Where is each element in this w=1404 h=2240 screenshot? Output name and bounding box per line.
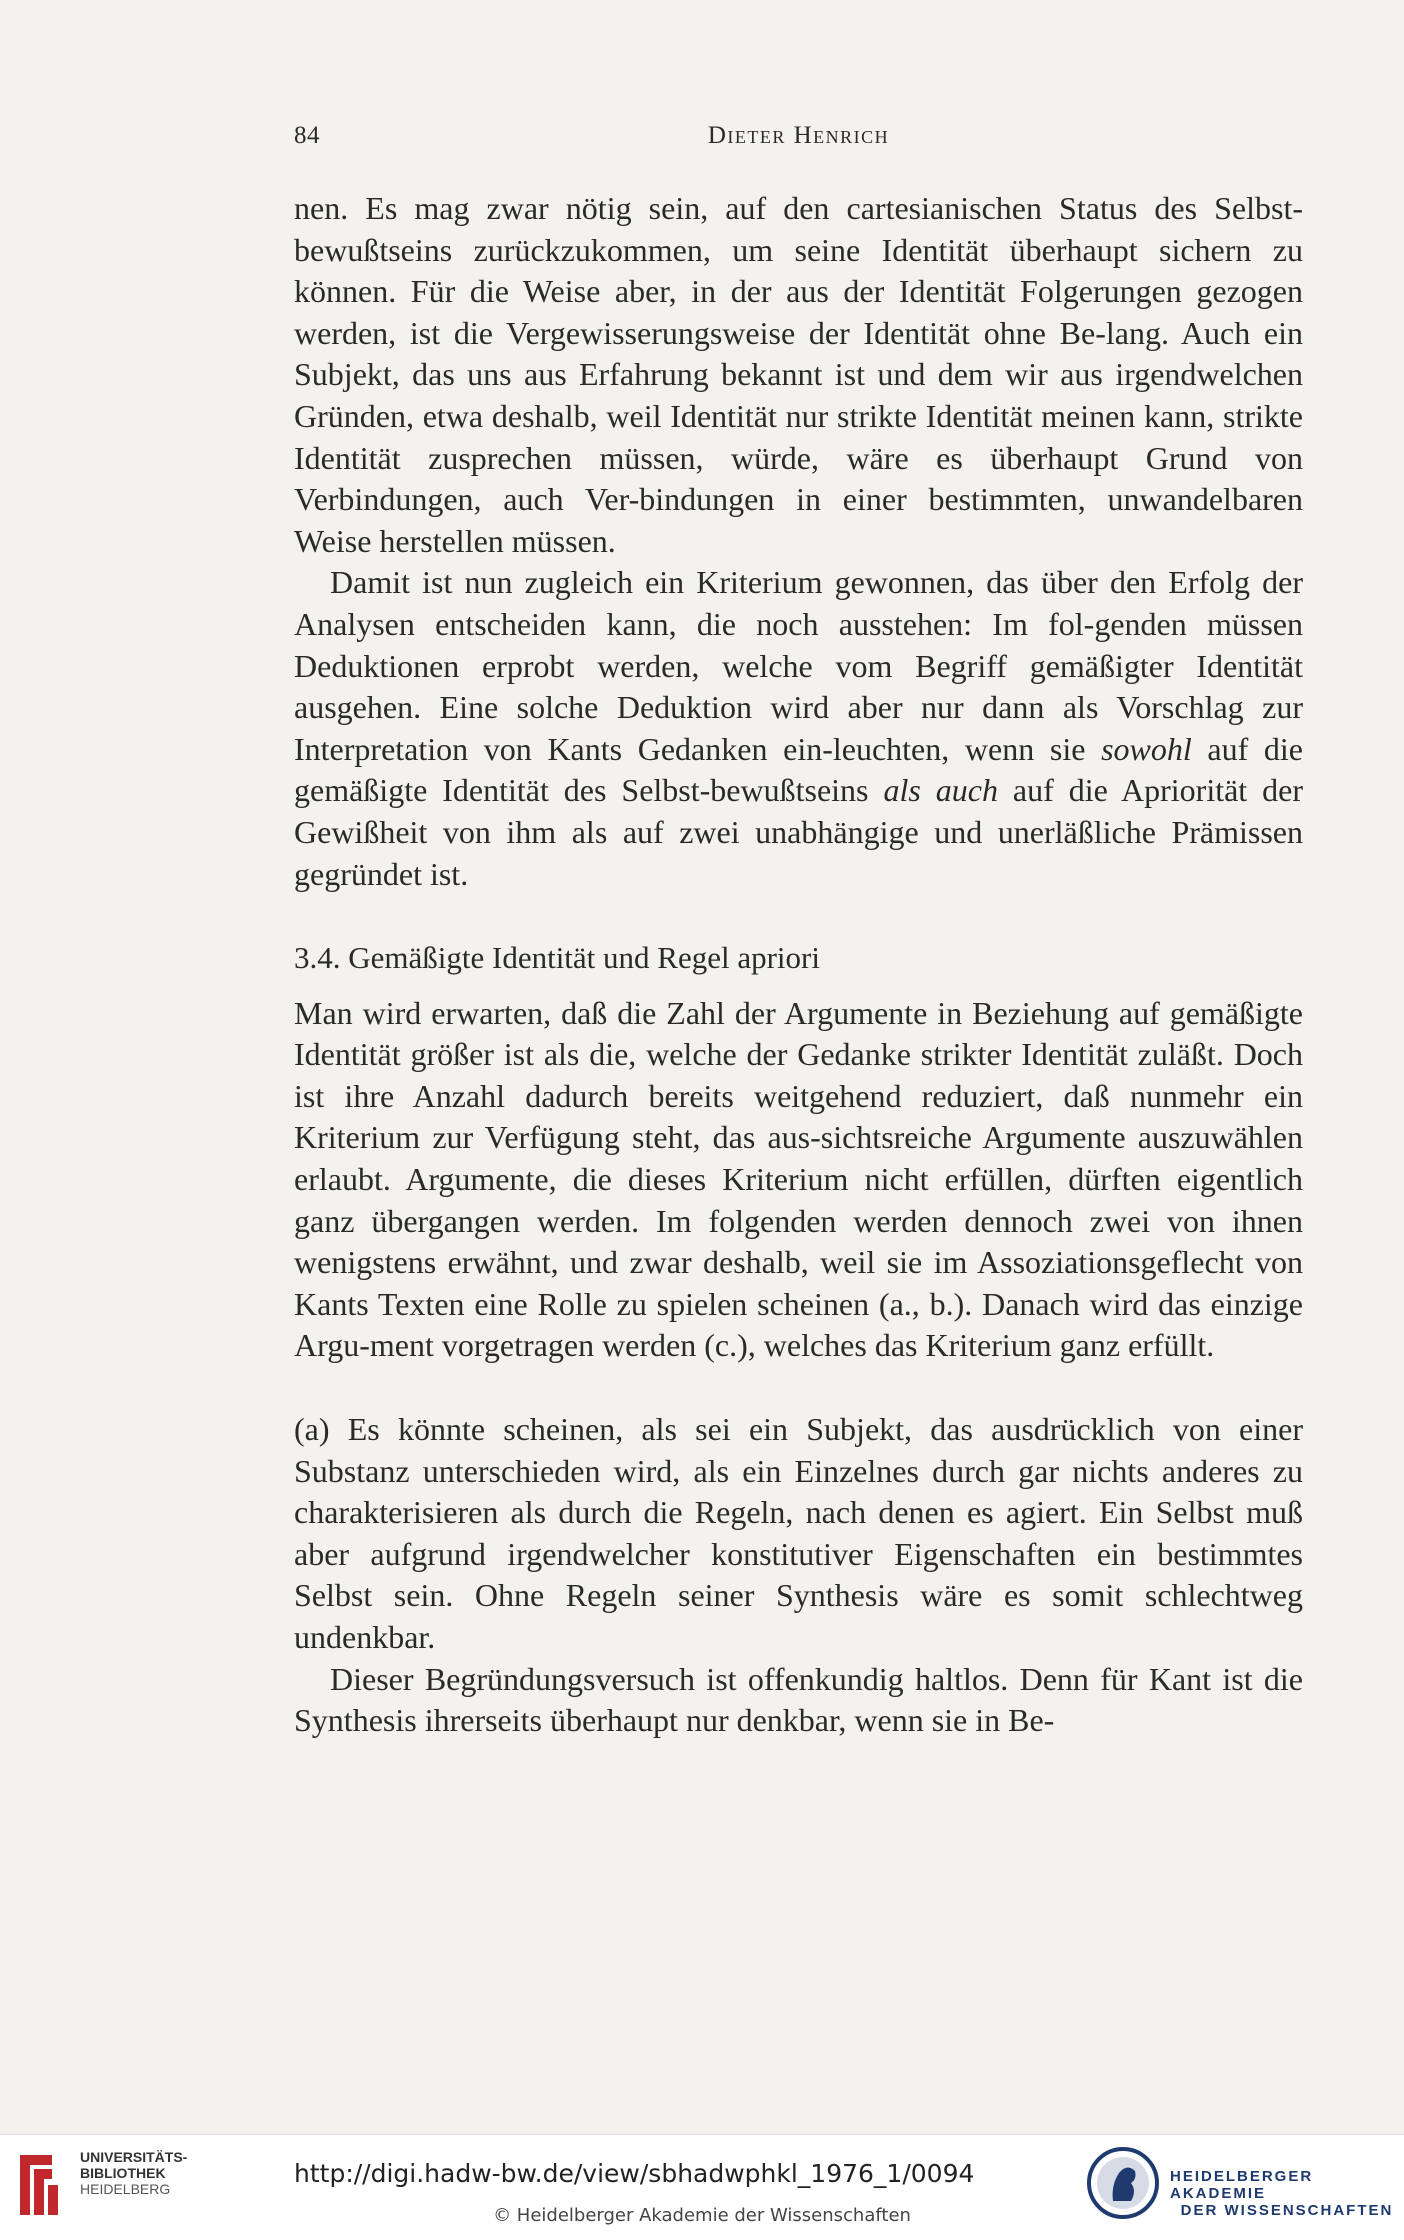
paragraph-2-text-a: Damit ist nun zugleich ein Kriterium gewonnen, das über den Erfolg der Analysen entscheiden kann, die noch ausstehen: Im fol-genden müssen Deduktionen erprobt werden, welche vom Begriff gemäßigter Identität ausgehen. Eine solche Deduktion wird aber nur dann als Vorschlag zur Interpretation von Kants Gedanken ein-leuchten, wenn sie	[294, 564, 1303, 767]
copyright-notice: © Heidelberger Akademie der Wissenschaften	[493, 2205, 911, 2226]
body-text	[294, 188, 1303, 1742]
document-url-link[interactable]: http://digi.hadw-bw.de/view/sbhadwphkl_1976_1/0094	[294, 2159, 975, 2188]
running-head	[294, 122, 1303, 162]
academy-name: HEIDELBERGER AKADEMIE DER WISSENSCHAFTEN	[1170, 2168, 1394, 2219]
paragraph-2-text-b: auf die gemäßigte Identität des Selbst-bewußtseins	[294, 730, 1304, 809]
emphasis-als-auch: als auch	[883, 772, 998, 809]
emphasis-sowohl: sowohl	[1101, 730, 1192, 767]
running-head-author: Dieter Henrich	[707, 122, 890, 149]
paragraph-4: (a) Es könnte scheinen, als sei ein Subjekt, das ausdrücklich von einer Substanz unterschieden wird, als ein Einzelnes durch gar nichts anderes zu charakterisieren als durch die Regeln, nach denen es agiert. Ein Selbst muß aber aufgrund irgendwelcher konstitutiver Eigenschaften ein bestimmtes Selbst sein. Ohne Regeln seiner Synthesis wäre es somit schlechtweg undenkbar.	[294, 1411, 1303, 1655]
paragraph-1: nen. Es mag zwar nötig sein, auf den cartesianischen Status des Selbst-bewußtseins zurückzukommen, um seine Identität überhaupt sichern zu können. Für die Weise aber, in der aus der Identität Folgerungen gezogen werden, ist die Vergewisserungsweise der Identität ohne Be-lang. Auch ein Subjekt, das uns aus Erfahrung bekannt ist und dem wir aus irgendwelchen Gründen, etwa deshalb, weil Identität nur strikte Identität meinen kann, strikte Identität zusprechen müssen, würde, wäre es überhaupt Grund von Verbindungen, auch Ver-bindungen in einer bestimmten, unwandelbaren Weise herstellen müssen.	[294, 190, 1303, 559]
paragraph-5: Dieser Begründungsversuch ist offenkundig haltlos. Denn für Kant ist die Synthesis ihrerseits überhaupt nur denkbar, wenn sie in Be-	[294, 1660, 1303, 1739]
page-number: 84	[294, 122, 320, 149]
academy-seal-icon	[1085, 2145, 1161, 2221]
section-heading: 3.4. Gemäßigte Identität und Regel apriori	[294, 940, 820, 976]
viewer-footer	[0, 2134, 1404, 2240]
university-library-name: UNIVERSITÄTS- BIBLIOTHEK HEIDELBERG	[80, 2149, 188, 2197]
paragraph-2	[294, 562, 1303, 895]
paragraph-3: Man wird erwarten, daß die Zahl der Argumente in Beziehung auf gemäßigte Identität größer ist als die, welche der Gedanke strikter Identität zuläßt. Doch ist ihre Anzahl dadurch bereits weitgehend reduziert, daß nunmehr ein Kriterium zur Verfügung steht, das aus-sichtsreiche Argumente auszuwählen erlaubt. Argumente, die dieses Kriterium nicht erfüllen, dürften eigentlich ganz übergangen werden. Im folgenden werden dennoch zwei von ihnen wenigstens erwähnt, und zwar deshalb, weil sie im Assoziationsgeflecht von Kants Texten eine Rolle zu spielen scheinen (a., b.). Danach wird das einzige Argu-ment vorgetragen werden (c.), welches das Kriterium ganz erfüllt.	[294, 994, 1303, 1364]
paragraph-2-text-c: auf die Apriorität der Gewißheit von ihm als auf zwei unabhängige und unerläßliche Prämissen gegründet ist.	[294, 772, 1304, 892]
